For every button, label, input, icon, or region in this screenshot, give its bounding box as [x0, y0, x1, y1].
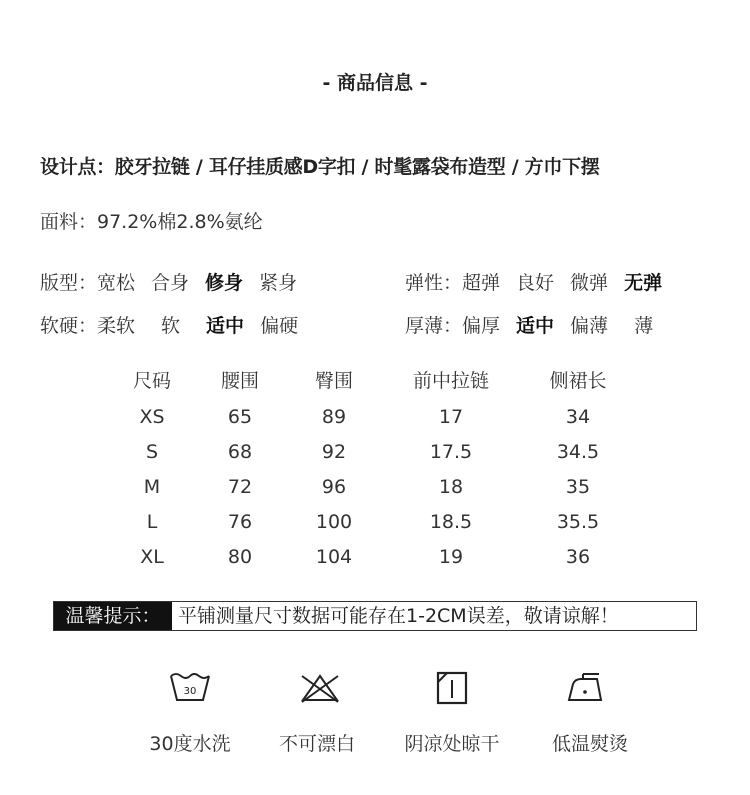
attr-thickness — [405, 311, 653, 338]
fabric-info: 面料：97.2%棉2.8%氨纶 — [40, 211, 263, 233]
tip-text: 平铺测量尺寸数据可能存在1-2CM误差，敬请谅解！ — [178, 605, 619, 627]
attr-option: 适中 — [206, 315, 245, 337]
attr-softness — [40, 311, 298, 338]
size-table-cell: 18 — [438, 476, 464, 498]
size-table-cell: 35.5 — [556, 511, 600, 533]
wash-temp-text: 30 — [183, 686, 197, 697]
size-table-cell: 89 — [321, 406, 347, 428]
size-table-cell: 80 — [227, 546, 253, 568]
size-table-cell: 34.5 — [556, 441, 600, 463]
attr-option: 适中 — [516, 315, 555, 337]
attr-option: 良好 — [516, 272, 555, 294]
attr-option: 软 — [161, 315, 181, 337]
size-table-cell: 92 — [321, 441, 347, 463]
size-header-cell: 前中拉链 — [412, 370, 489, 392]
size-header-cell: 尺码 — [132, 370, 171, 392]
attr-option: 偏硬 — [260, 315, 299, 337]
size-table-cell: 76 — [227, 511, 253, 533]
attr-option: 宽松 — [97, 272, 136, 294]
design-points: 设计点：胶牙拉链 / 耳仔挂质感D字扣 / 时髦露袋布造型 / 方巾下摆 — [40, 156, 600, 178]
size-table-cell: 17.5 — [429, 441, 473, 463]
care-label-dry: 阴凉处晾干 — [404, 733, 500, 755]
size-header-cell: 腰围 — [220, 370, 259, 392]
attr-elasticity — [405, 268, 662, 295]
page-title: - 商品信息 - — [322, 72, 428, 94]
size-table-cell: 19 — [438, 546, 464, 568]
shade-dry-icon — [430, 670, 474, 706]
size-table-cell: L — [146, 511, 158, 533]
size-table-cell: 17 — [438, 406, 464, 428]
attr-option: 柔软 — [97, 315, 136, 337]
size-table-cell: 36 — [565, 546, 591, 568]
attr-label: 弹性： — [405, 272, 463, 294]
attr-option: 合身 — [151, 272, 190, 294]
size-header-cell: 侧裙长 — [549, 370, 607, 392]
tip-label: 温馨提示： — [54, 602, 172, 630]
attr-label: 软硬： — [40, 315, 98, 337]
size-table-cell: XS — [139, 406, 165, 428]
attr-label: 版型： — [40, 272, 98, 294]
size-table-cell: 65 — [227, 406, 253, 428]
size-table-cell: S — [145, 441, 159, 463]
attr-option: 紧身 — [259, 272, 298, 294]
size-table-cell: 35 — [565, 476, 591, 498]
care-label-iron: 低温熨烫 — [551, 733, 628, 755]
size-table-cell: 96 — [321, 476, 347, 498]
size-table-cell: 72 — [227, 476, 253, 498]
size-table-cell: 34 — [565, 406, 591, 428]
size-table-cell: 104 — [315, 546, 353, 568]
size-table-cell: XL — [140, 546, 164, 568]
size-header-cell: 臀围 — [314, 370, 353, 392]
tip-bar — [53, 601, 697, 631]
care-label-wash: 30度水洗 — [149, 733, 231, 755]
size-table-cell: 18.5 — [429, 511, 473, 533]
attr-option: 微弹 — [570, 272, 609, 294]
wash-30-icon — [168, 670, 212, 706]
attr-option: 超弹 — [462, 272, 501, 294]
attr-fit — [40, 268, 297, 295]
attr-option: 无弹 — [624, 272, 663, 294]
care-label-bleach: 不可漂白 — [278, 733, 355, 755]
attr-label: 厚薄： — [405, 315, 463, 337]
size-table-cell: M — [143, 476, 161, 498]
size-table-cell: 68 — [227, 441, 253, 463]
attr-option: 修身 — [205, 272, 244, 294]
attr-option: 偏厚 — [462, 315, 501, 337]
size-table-cell: 100 — [315, 511, 353, 533]
attr-option: 偏薄 — [570, 315, 609, 337]
attr-option: 薄 — [634, 315, 654, 337]
low-iron-icon — [563, 670, 607, 706]
no-bleach-icon — [298, 670, 342, 706]
